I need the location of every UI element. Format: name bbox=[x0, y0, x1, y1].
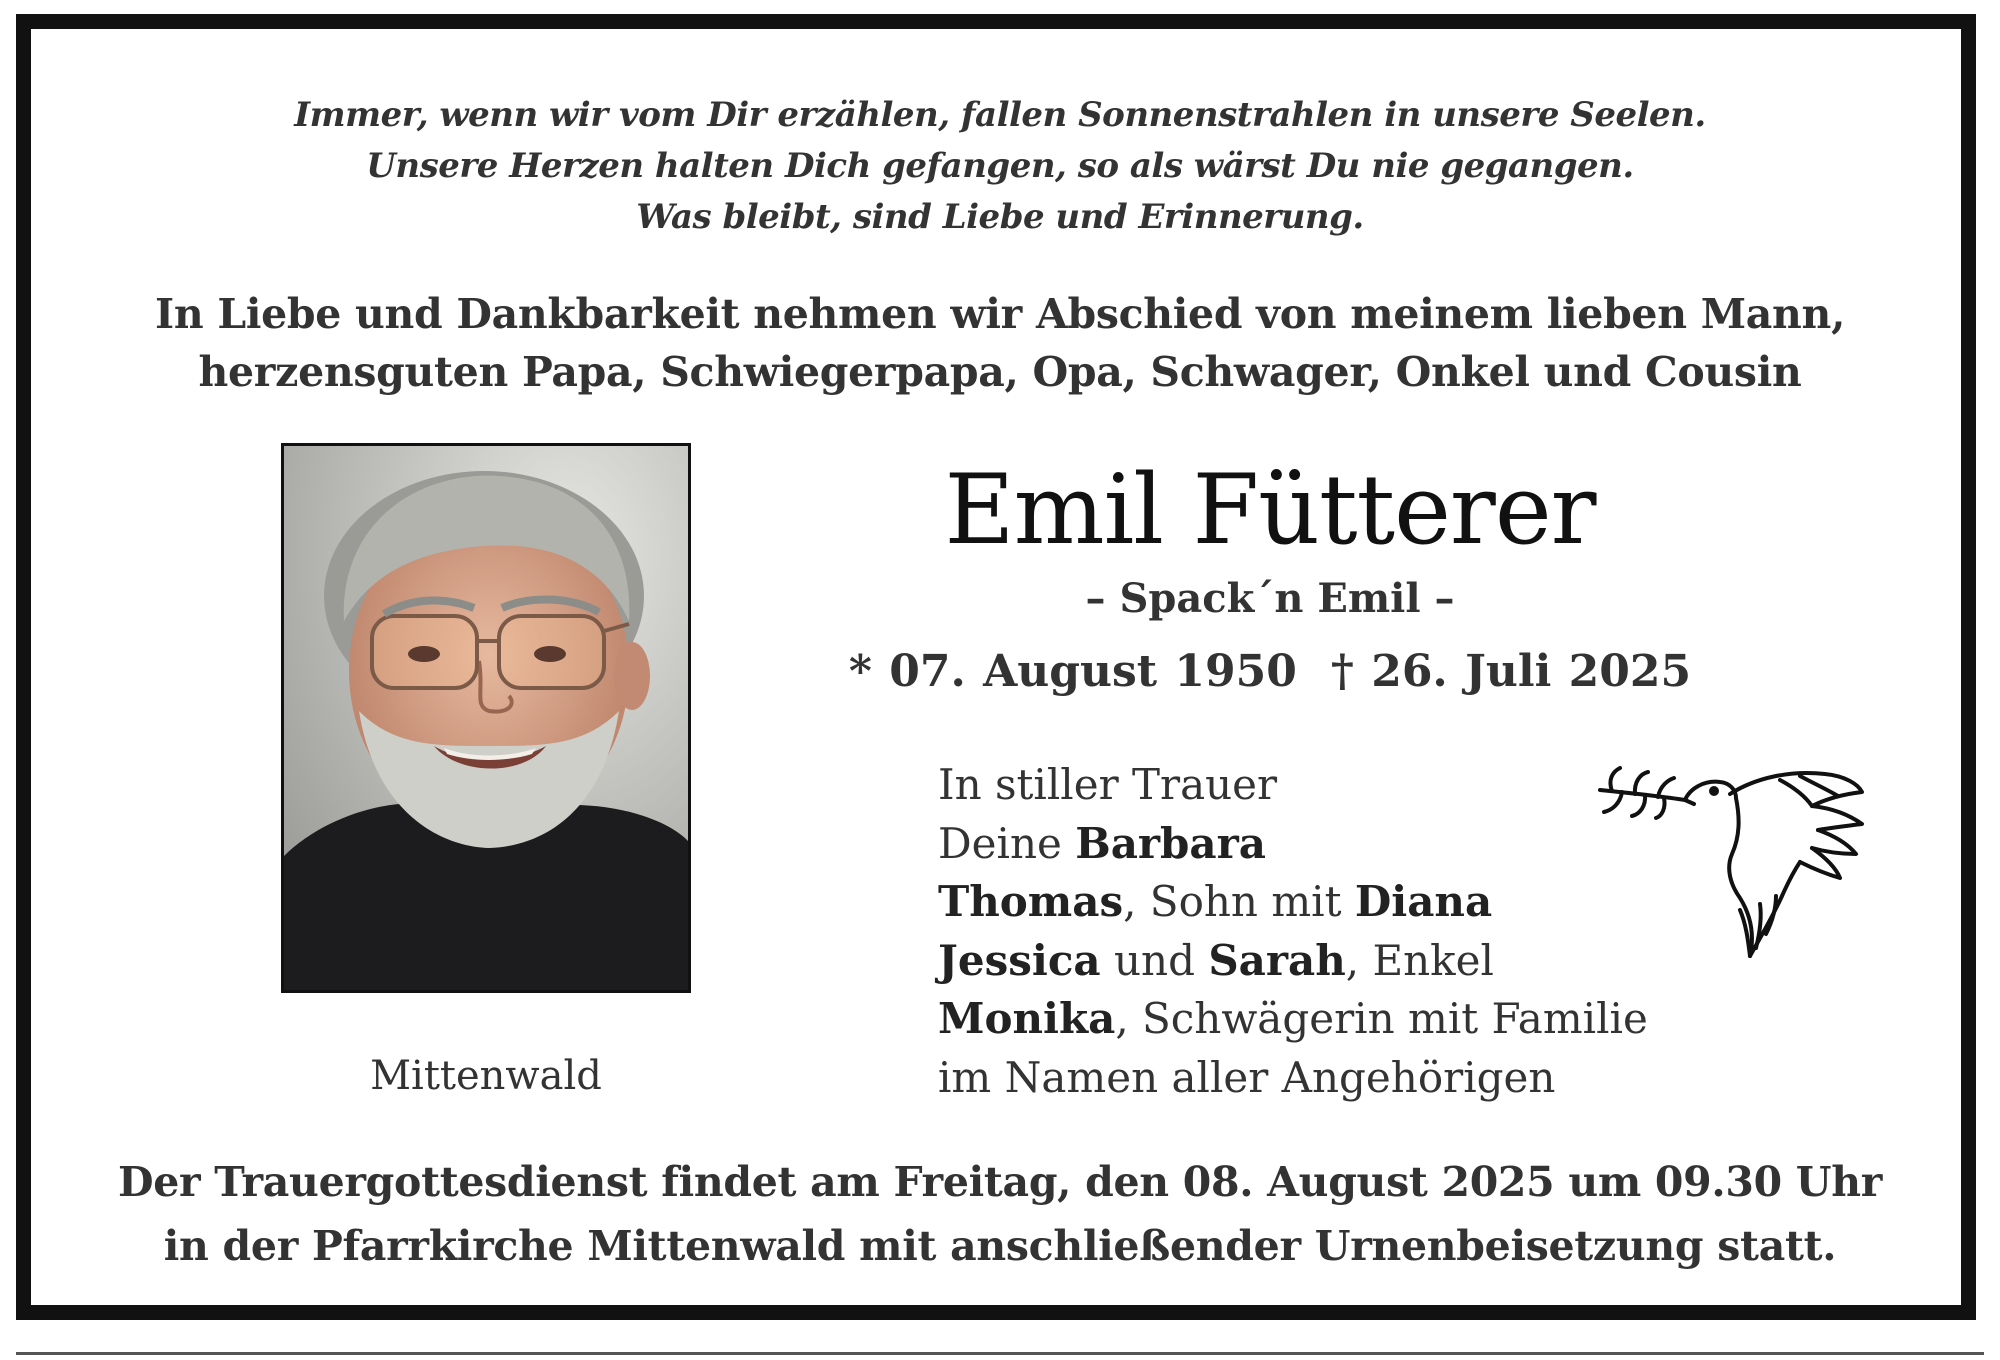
poem-line: Unsere Herzen halten Dich gefangen, so als wärst Du nie gegangen. bbox=[366, 146, 1634, 186]
life-dates bbox=[790, 645, 1750, 699]
mourner-name: Sarah bbox=[1208, 935, 1346, 985]
mourner-text: , Sohn mit bbox=[1123, 877, 1355, 926]
intro-line: In Liebe und Dankbarkeit nehmen wir Abschied von meinem lieben Mann, bbox=[154, 290, 1846, 338]
memorial-poem bbox=[0, 90, 2000, 243]
mourner-name: Thomas bbox=[938, 877, 1124, 926]
mourners-list bbox=[938, 756, 1698, 1107]
mourners-closing: im Namen aller Angehörigen bbox=[938, 1052, 1556, 1102]
mourner-text: , Enkel bbox=[1345, 935, 1494, 985]
mourner-line bbox=[938, 873, 1698, 932]
poem-line: Immer, wenn wir vom Dir erzählen, fallen Sonnenstrahlen in unsere Seelen. bbox=[294, 95, 1706, 135]
portrait-photo bbox=[281, 443, 691, 993]
birth-date: * 07. August 1950 bbox=[848, 646, 1297, 697]
mourner-name: Monika bbox=[938, 994, 1116, 1043]
poem-line: Was bleibt, sind Liebe und Erinnerung. bbox=[636, 197, 1364, 237]
dove-with-olive-branch-icon bbox=[1590, 758, 1870, 964]
deceased-name: Emil Fütterer bbox=[944, 454, 1596, 566]
mourner-text: und bbox=[1100, 935, 1209, 985]
service-line: in der Pfarrkirche Mittenwald mit anschließender Urnenbeisetzung statt. bbox=[163, 1222, 1837, 1270]
funeral-service-info bbox=[0, 1150, 2000, 1278]
mourners-heading: In stiller Trauer bbox=[938, 760, 1278, 809]
mourner-line bbox=[938, 990, 1698, 1049]
mourner-text: Deine bbox=[938, 818, 1076, 868]
place-caption: Mittenwald bbox=[370, 1053, 602, 1099]
deceased-nickname: – Spack´n Emil – bbox=[1085, 575, 1455, 622]
mourner-text: , Schwägerin mit Familie bbox=[1115, 994, 1648, 1043]
intro-line: herzensguten Papa, Schwiegerpapa, Opa, Schwager, Onkel und Cousin bbox=[198, 348, 1802, 396]
death-date: † 26. Juli 2025 bbox=[1330, 646, 1692, 697]
mourner-line bbox=[938, 932, 1698, 991]
bottom-rule bbox=[16, 1352, 1984, 1355]
service-line: Der Trauergottesdienst findet am Freitag, den 08. August 2025 um 09.30 Uhr bbox=[117, 1158, 1883, 1206]
mourner-name: Barbara bbox=[1075, 818, 1266, 868]
mourner-name: Jessica bbox=[938, 935, 1101, 985]
farewell-intro bbox=[0, 285, 2000, 401]
mourner-line bbox=[938, 815, 1698, 874]
mourner-name: Diana bbox=[1354, 877, 1493, 926]
